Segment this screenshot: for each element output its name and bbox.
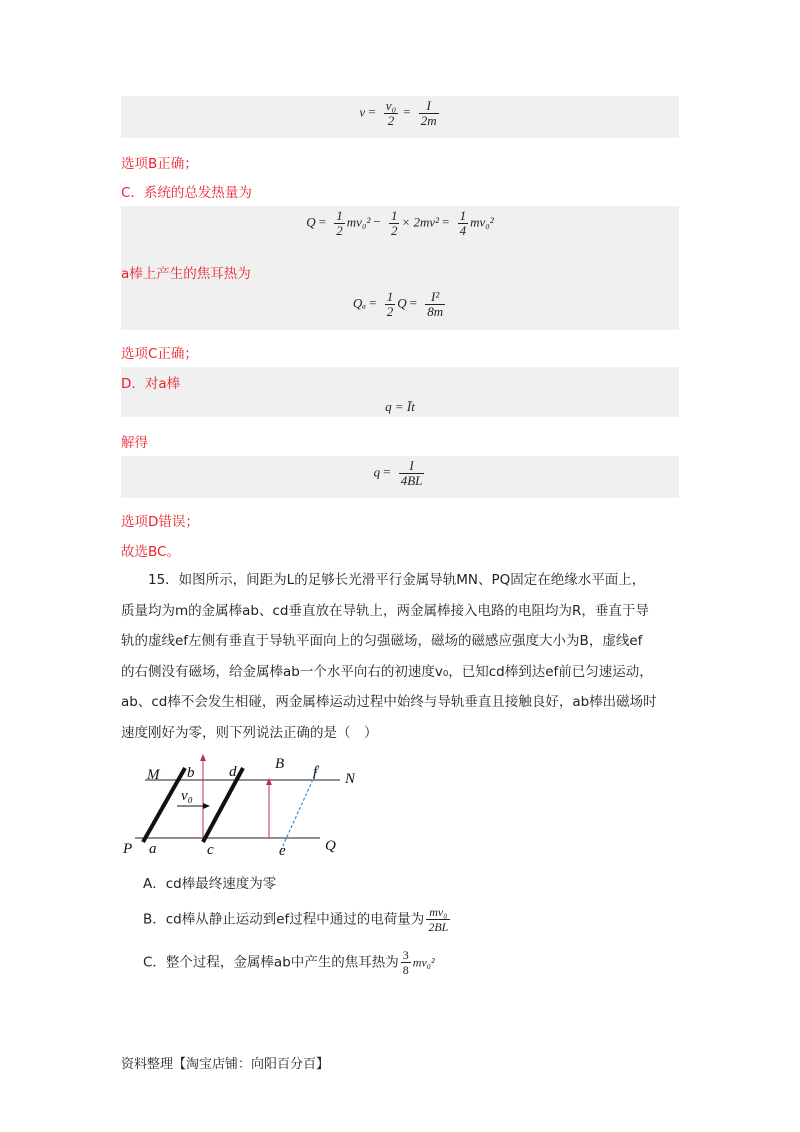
label-d: d	[229, 764, 237, 780]
option-a: A．cd棒最终速度为零	[143, 876, 277, 892]
line-d-heading: D．对a棒	[121, 376, 181, 392]
arrow-head	[203, 803, 210, 809]
line-c-correct: 选项C正确；	[121, 346, 198, 362]
label-b: b	[187, 765, 195, 781]
problem-line: 的右侧没有磁场，给金属棒ab一个水平向右的初速度v₀，已知cd棒到达ef前已匀速运动，	[121, 663, 653, 680]
problem-line: 速度刚好为零，则下列说法正确的是（ ）	[121, 724, 378, 741]
equation-q-total: Q = $\frac{1}{2}$ mv₀² − $\frac{1}{2}$ × 2mv² = $\frac{1}{4}$ mv₀²	[306, 208, 494, 238]
equation-q-it: q = Īt	[385, 399, 415, 414]
line-d-wrong: 选项D错误；	[121, 514, 199, 530]
line-solve: 解得	[121, 435, 148, 451]
label-e: e	[279, 843, 286, 859]
line-answer: 故选BC。	[121, 544, 180, 560]
eq1-lhs: v	[359, 104, 366, 120]
label-v0: v₀	[181, 788, 193, 804]
line-b-correct: 选项B正确；	[121, 156, 198, 172]
label-a: a	[149, 841, 157, 857]
label-f: f	[313, 764, 318, 780]
label-p: P	[123, 841, 133, 857]
problem-15-text	[121, 565, 691, 748]
label-m: M	[147, 767, 160, 783]
equation-qa: Qₐ = $\frac{1}{2}$ Q = $\frac{\text{I²}}{8m}$	[352, 289, 444, 319]
rod-cd	[203, 768, 243, 842]
rails-figure	[115, 752, 355, 860]
label-c: c	[207, 842, 214, 858]
label-n: N	[345, 771, 355, 787]
footer-source: 资料整理【淘宝店铺：向阳百分百】	[121, 1057, 330, 1072]
problem-line: 质量均为m的金属棒ab、cd垂直放在导轨上，两金属棒接入电路的电阻均为R，垂直于导	[121, 602, 649, 619]
option-c: C．整个过程，金属棒ab中产生的焦耳热为 $\frac{3}{8}$ mv₀²	[143, 948, 435, 977]
line-a-heat: a棒上产生的焦耳热为	[121, 266, 251, 282]
option-b: B．cd棒从静止运动到ef过程中通过的电荷量为 $\frac{\text{mv₀}}{2BL}$	[143, 905, 449, 934]
arrow-head	[200, 754, 206, 761]
problem-line: ab、cd棒不会发生相碰，两金属棒运动过程中始终与导轨垂直且接触良好，ab棒出磁场时	[121, 694, 657, 710]
problem-line: 轨的虚线ef左侧有垂直于导轨平面向上的匀强磁场，磁场的磁感应强度大小为B，虚线ef	[121, 633, 643, 649]
line-c-heading: C．系统的总发热量为	[121, 185, 252, 201]
label-field-b: B	[275, 756, 285, 772]
fraction: $\frac{I}{2m}$	[420, 98, 437, 128]
label-q: Q	[325, 838, 336, 854]
equation-v: v = $\frac{\text{v₀}}{2}$ = $\frac{I}{2m}$	[359, 98, 437, 128]
arrow-head	[266, 778, 272, 785]
problem-line: 15．如图所示，间距为L的足够长光滑平行金属导轨MN、PQ固定在绝缘水平面上，	[148, 572, 646, 588]
fraction: $\frac{\text{v₀}}{2}$	[385, 98, 397, 128]
equation-q-result: q = $\frac{I}{4BL}$	[373, 458, 423, 488]
